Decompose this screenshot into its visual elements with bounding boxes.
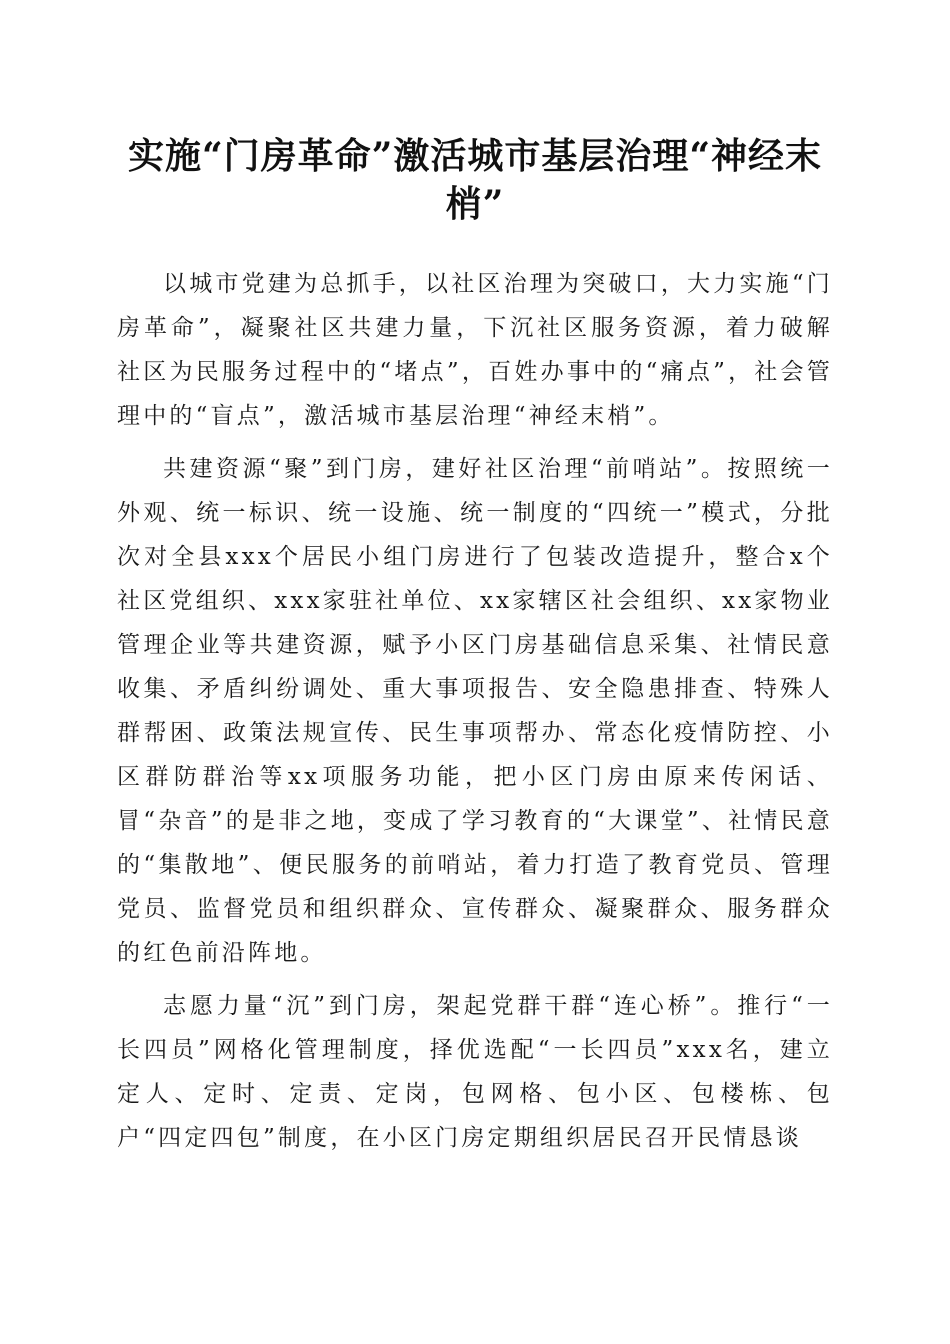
paragraph: 志愿力量“沉”到门房，架起党群干群“连心桥”。推行“一长四员”网格化管理制度，择优选配“一长四员”xxx名，建立定人、定时、定责、定岗，包网格、包小区、包楼栋、包户“四定四包”制度，在小区门房定期组织居民召开民情恳谈 <box>117 993 833 1151</box>
document-title: 实施“门房革命”激活城市基层治理“神经末梢” <box>127 135 823 225</box>
paragraph: 以城市党建为总抓手，以社区治理为突破口，大力实施“门房革命”，凝聚社区共建力量，下沉社区服务资源，着力破解社区为民服务过程中的“堵点”，百姓办事中的“痛点”，社会管理中的“盲点”，激活城市基层治理“神经末梢”。 <box>117 271 833 429</box>
document-body <box>117 262 833 1169</box>
paragraph: 共建资源“聚”到门房，建好社区治理“前哨站”。按照统一外观、统一标识、统一设施、统一制度的“四统一”模式，分批次对全县xxx个居民小组门房进行了包装改造提升，整合x个社区党组织、xxx家驻社单位、xx家辖区社会组织、xx家物业管理企业等共建资源，赋予小区门房基础信息采集、社情民意收集、矛盾纠纷调处、重大事项报告、安全隐患排查、特殊人群帮困、政策法规宣传、民生事项帮办、常态化疫情防控、小区群防群治等xx项服务功能，把小区门房由原来传闲话、冒“杂音”的是非之地，变成了学习教育的“大课堂”、社情民意的“集散地”、便民服务的前哨站，着力打造了教育党员、管理党员、监督党员和组织群众、宣传群众、凝聚群众、服务群众的红色前沿阵地。 <box>117 456 833 966</box>
